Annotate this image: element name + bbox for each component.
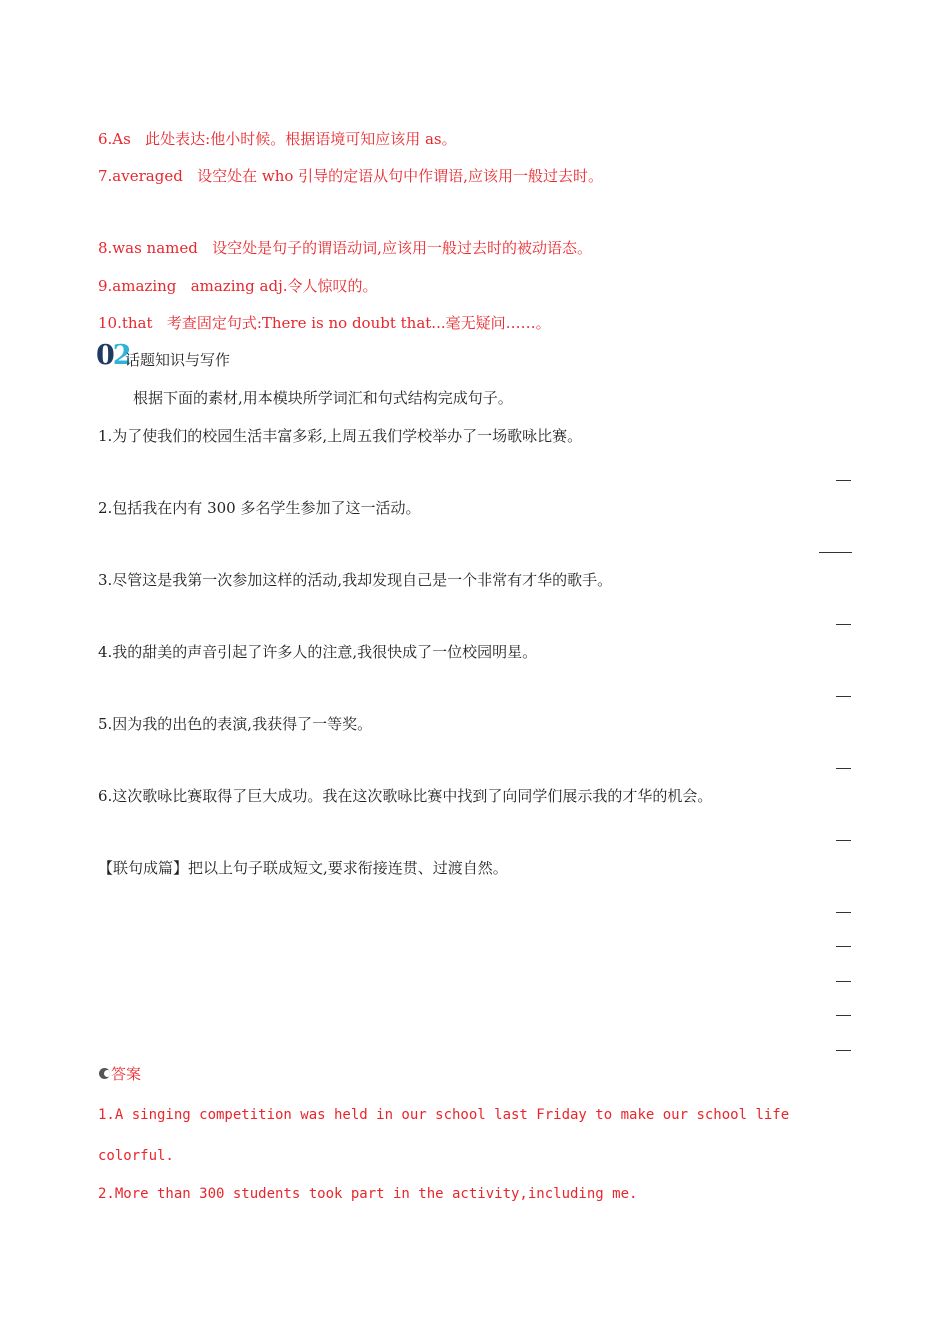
answer-6: 6.As 此处表达:他小时候。根据语境可知应该用 as。 — [98, 130, 457, 148]
answer-sentence-2: 2.More than 300 students took part in the activity,including me. — [98, 1186, 638, 1202]
answer-sentence-1-line-1: 1.A singing competition was held in our school last Friday to make our school life — [98, 1107, 790, 1123]
answer-heading: 答案 — [111, 1065, 142, 1083]
answer-7: 7.averaged 设空处在 who 引导的定语从句中作谓语,应该用一般过去时。 — [98, 167, 603, 185]
answer-blank-3[interactable] — [836, 624, 851, 625]
section-title: 话题知识与写作 — [125, 351, 231, 369]
answer-blank-4[interactable] — [836, 696, 851, 697]
section-number-second: 2 — [112, 340, 130, 371]
question-4: 4.我的甜美的声音引起了许多人的注意,我很快成了一位校园明星。 — [98, 643, 538, 661]
composition-prompt: 【联句成篇】把以上句子联成短文,要求衔接连贯、过渡自然。 — [98, 859, 508, 877]
section-number-first: 0 — [96, 340, 113, 371]
composition-blank-4[interactable] — [836, 1015, 851, 1016]
composition-blank-2[interactable] — [836, 946, 851, 947]
answer-8: 8.was named 设空处是句子的谓语动词,应该用一般过去时的被动语态。 — [98, 239, 592, 257]
answer-sentence-1-line-2: colorful. — [98, 1148, 174, 1164]
question-5: 5.因为我的出色的表演,我获得了一等奖。 — [98, 715, 373, 733]
instruction: 根据下面的素材,用本模块所学词汇和句式结构完成句子。 — [133, 389, 513, 407]
answer-blank-2[interactable] — [819, 552, 852, 553]
question-2: 2.包括我在内有 300 多名学生参加了这一活动。 — [98, 499, 421, 517]
question-6: 6.这次歌咏比赛取得了巨大成功。我在这次歌咏比赛中找到了向同学们展示我的才华的机会。 — [98, 787, 713, 805]
answer-blank-6[interactable] — [836, 840, 851, 841]
answer-9: 9.amazing amazing adj.令人惊叹的。 — [98, 277, 378, 295]
answer-10: 10.that 考查固定句式:There is no doubt that...毫无疑问……。 — [98, 314, 551, 332]
answer-blank-5[interactable] — [836, 768, 851, 769]
composition-blank-5[interactable] — [836, 1050, 851, 1051]
question-1: 1.为了使我们的校园生活丰富多彩,上周五我们学校举办了一场歌咏比赛。 — [98, 427, 583, 445]
answer-icon — [99, 1068, 110, 1079]
answer-blank-1[interactable] — [836, 480, 851, 481]
composition-blank-3[interactable] — [836, 981, 851, 982]
composition-blank-1[interactable] — [836, 912, 851, 913]
question-3: 3.尽管这是我第一次参加这样的活动,我却发现自己是一个非常有才华的歌手。 — [98, 571, 613, 589]
